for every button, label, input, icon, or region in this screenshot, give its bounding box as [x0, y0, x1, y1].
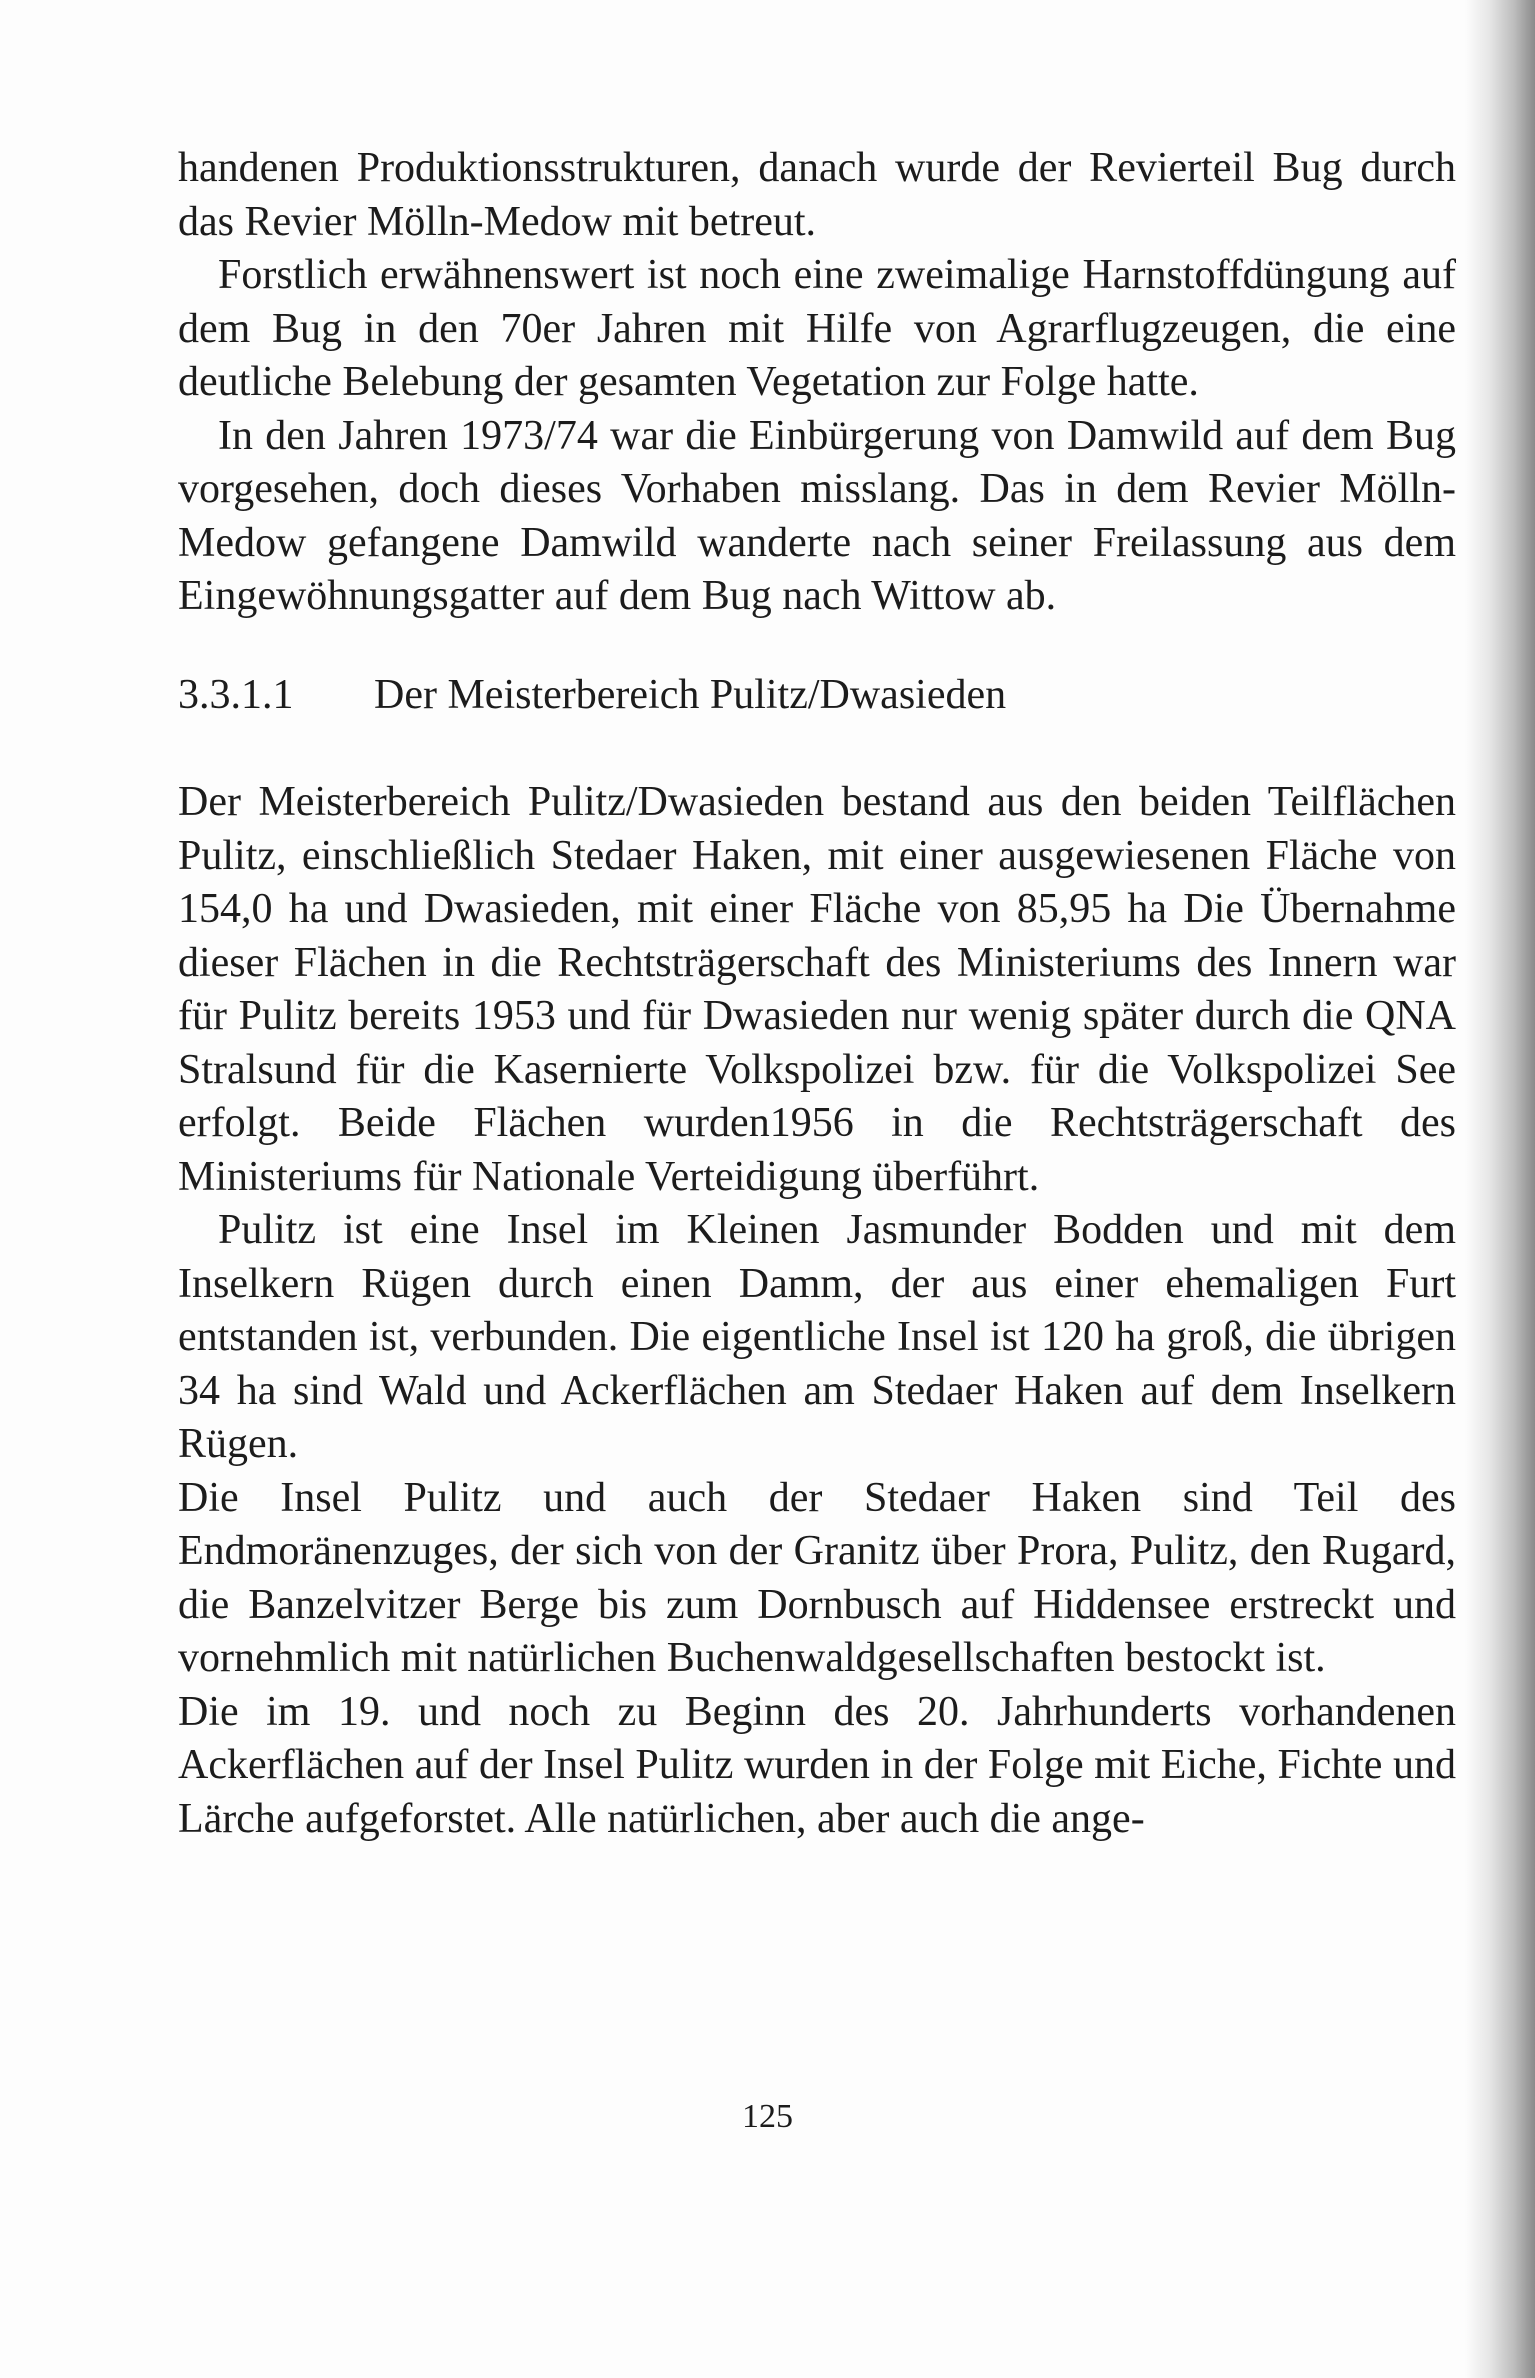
paragraph-harnstoff: Forstlich erwähnenswert ist noch eine zweimalige Harnstoffdüngung auf dem Bug in den 70er Jahren mit Hilfe von Agrarflugzeugen, die eine deutliche Belebung der gesamten Vegetation zur Folge hatte.: [178, 252, 1456, 405]
paragraph-damwild: In den Jahren 1973/74 war die Einbürgerung von Damwild auf dem Bug vorgesehen, doch dieses Vorhaben misslang. Das in dem Revier Mölln-Medow gefangene Damwild wanderte nach seiner Freilassung aus dem Eingewöhnungsgatter auf dem Bug nach Wittow ab.: [178, 412, 1456, 619]
section-heading: [178, 669, 1456, 723]
section-title: Der Meisterbereich Pulitz/Dwasieden: [374, 671, 1007, 718]
spine-shadow: [1465, 0, 1535, 2378]
body-text: [178, 142, 1456, 1846]
section-number: 3.3.1.1: [178, 671, 294, 718]
paragraph-ackerflaechen: Die im 19. und noch zu Beginn des 20. Jahrhunderts vorhandenen Ackerflächen auf der Insel Pulitz wurden in der Folge mit Eiche, Fichte und Lärche aufgeforstet. Alle natürlichen, aber auch die ange-: [178, 1688, 1456, 1842]
paragraph-pulitz-insel: Pulitz ist eine Insel im Kleinen Jasmunder Bodden und mit dem Inselkern Rügen durch einen Damm, der aus einer ehemaligen Furt entstanden ist, verbunden. Die eigentliche Insel ist 120 ha groß, die übrigen 34 ha sind Wald und Ackerflächen am Stedaer Haken auf dem Inselkern Rügen.: [178, 1207, 1456, 1467]
paragraph-endmoraene: Die Insel Pulitz und auch der Stedaer Haken sind Teil des Endmoränenzuges, der sich von der Granitz über Prora, Pulitz, den Rugard, die Banzelvitzer Berge bis zum Dornbusch auf Hiddensee erstreckt und vornehmlich mit natürlichen Buchenwaldgesellschaften bestockt ist.: [178, 1474, 1456, 1681]
paragraph-meisterbereich: Der Meisterbereich Pulitz/Dwasieden bestand aus den beiden Teilflächen Pulitz, einschließlich Stedaer Haken, mit einer ausgewiesenen Fläche von 154,0 ha und Dwasieden, mit einer Fläche von 85,95 ha Die Übernahme dieser Flächen in die Rechtsträgerschaft des Ministeriums des Innern war für Pulitz bereits 1953 und für Dwasieden nur wenig später durch die QNA Stralsund für die Kasernierte Volkspolizei bzw. für die Volkspolizei See erfolgt. Beide Flächen wurden1956 in die Rechtsträgerschaft des Ministeriums für Nationale Verteidigung überführt.: [178, 779, 1456, 1200]
paragraph-continuation: handenen Produktionsstrukturen, danach wurde der Revierteil Bug durch das Revier Mölln-Medow mit betreut.: [178, 145, 1456, 245]
page-number: 125: [742, 2098, 793, 2135]
